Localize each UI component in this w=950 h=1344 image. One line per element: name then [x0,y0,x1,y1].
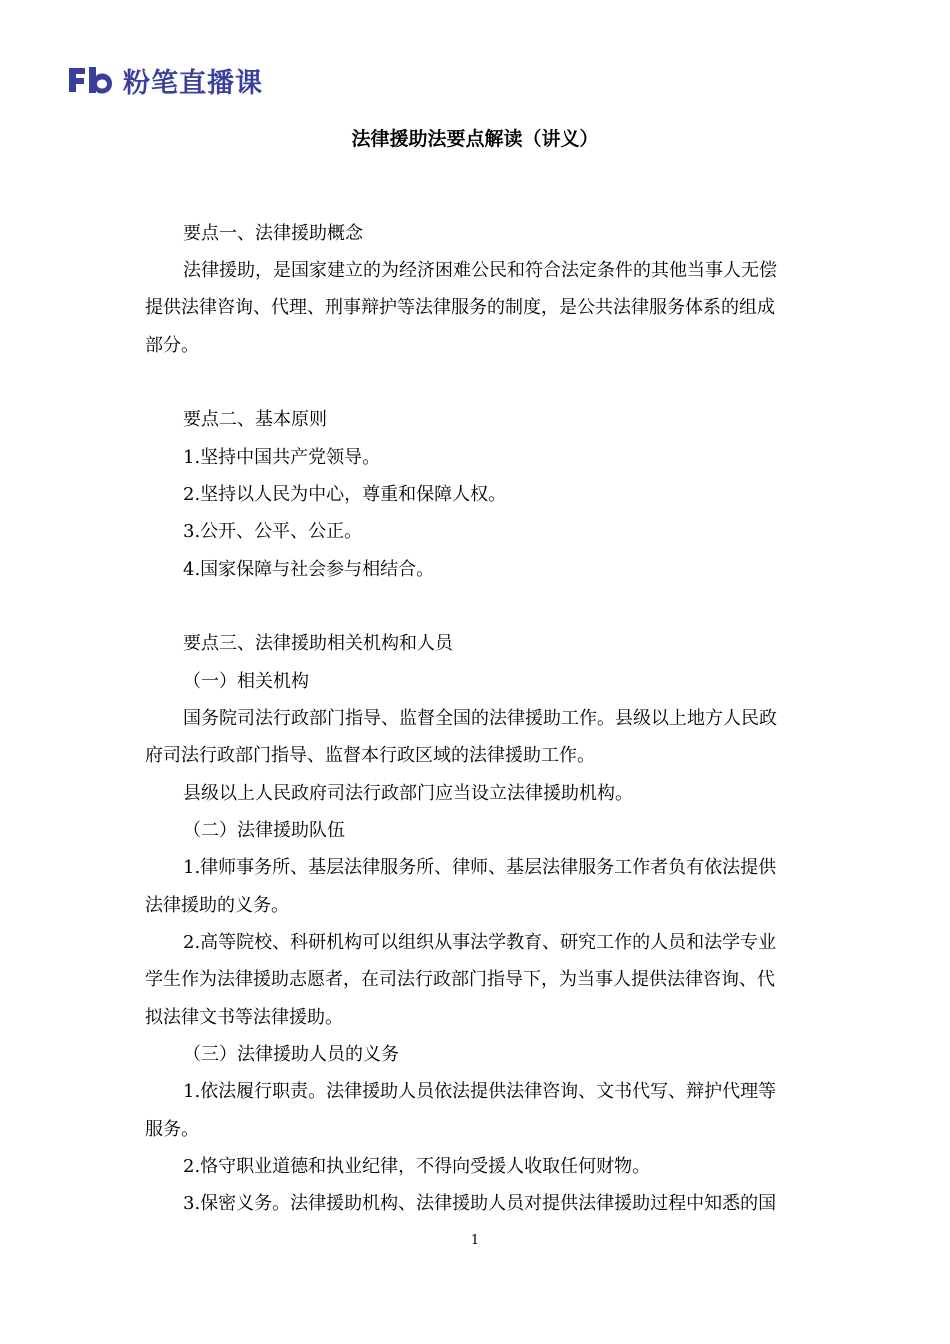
list-item: 法律援助的义务。 [145,895,289,916]
list-item: 学生作为法律援助志愿者，在司法行政部门指导下，为当事人提供法律咨询、代 [145,969,775,990]
paragraph-line: 国务院司法行政部门指导、监督全国的法律援助工作。县级以上地方人民政 [183,708,777,729]
list-item: 3.公开、公平、公正。 [183,521,363,542]
list-item: 服务。 [145,1119,199,1140]
paragraph-line: 府司法行政部门指导、监督本行政区域的法律援助工作。 [145,745,595,766]
list-item: 1.依法履行职责。法律援助人员依法提供法律咨询、文书代写、辩护代理等 [183,1081,777,1102]
list-item: 拟法律文书等法律援助。 [145,1007,343,1028]
subsection-heading: （二）法律援助队伍 [183,820,345,841]
section-heading: 要点二、基本原则 [183,409,327,430]
paragraph-line: 部分。 [145,335,199,356]
section-heading: 要点三、法律援助相关机构和人员 [183,633,453,654]
paragraph-line: 法律援助，是国家建立的为经济困难公民和符合法定条件的其他当事人无偿 [183,260,777,281]
list-item: 1.坚持中国共产党领导。 [183,447,381,468]
paragraph-line: 提供法律咨询、代理、刑事辩护等法律服务的制度，是公共法律服务体系的组成 [145,297,775,318]
list-item: 2.高等院校、科研机构可以组织从事法学教育、研究工作的人员和法学专业 [183,932,777,953]
paragraph-line: 县级以上人民政府司法行政部门应当设立法律援助机构。 [183,783,633,804]
brand-logo [67,62,263,98]
document-title: 法律援助法要点解读（讲义） [351,128,599,150]
page-number: 1 [470,1233,480,1248]
fb-logo-icon [67,65,117,95]
list-item: 2.恪守职业道德和执业纪律，不得向受援人收取任何财物。 [183,1156,651,1177]
list-item: 4.国家保障与社会参与相结合。 [183,559,435,580]
list-item: 3.保密义务。法律援助机构、法律援助人员对提供法律援助过程中知悉的国 [183,1193,777,1214]
list-item: 2.坚持以人民为中心，尊重和保障人权。 [183,484,507,505]
section-heading: 要点一、法律援助概念 [183,223,363,244]
logo-text: 粉笔直播课 [123,67,263,99]
subsection-heading: （一）相关机构 [183,671,309,692]
subsection-heading: （三）法律援助人员的义务 [183,1044,399,1065]
list-item: 1.律师事务所、基层法律服务所、律师、基层法律服务工作者负有依法提供 [183,857,777,878]
